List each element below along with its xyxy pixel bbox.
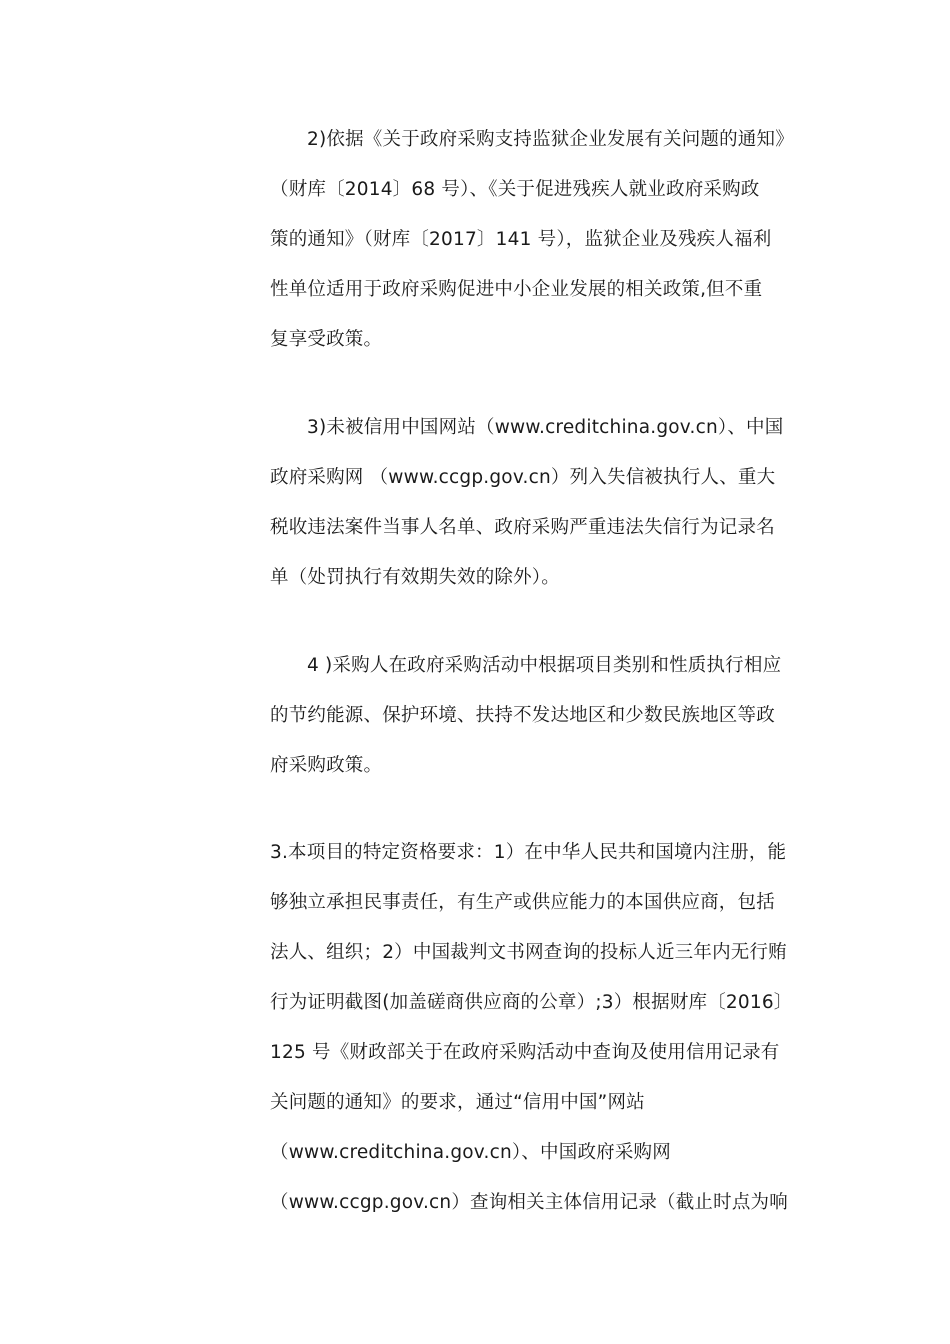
p2-line-4: 性单位适用于政府采购促进中小企业发展的相关政策,但不重 bbox=[270, 279, 763, 300]
p2-line-1: 2)依据《关于政府采购支持监狱企业发展有关问题的通知》 bbox=[307, 129, 794, 150]
p2-line-2: （财库〔2014〕68 号）、《关于促进残疾人就业政府采购政 bbox=[270, 179, 760, 200]
p5-line-4: 行为证明截图(加盖磋商供应商的公章）;3）根据财库〔2016〕 bbox=[270, 992, 793, 1013]
p5-line-5: 125 号《财政部关于在政府采购活动中查询及使用信用记录有 bbox=[270, 1042, 780, 1063]
p5-line-1: 3.本项目的特定资格要求：1）在中华人民共和国境内注册，能 bbox=[270, 842, 787, 863]
p3-line-3: 税收违法案件当事人名单、政府采购严重违法失信行为记录名 bbox=[270, 517, 775, 538]
p4-line-1: 4 )采购人在政府采购活动中根据项目类别和性质执行相应 bbox=[307, 655, 782, 676]
p5-line-7: （www.creditchina.gov.cn）、中国政府采购网 bbox=[270, 1142, 671, 1163]
p5-line-6: 关问题的通知》的要求，通过“信用中国”网站 bbox=[270, 1092, 645, 1113]
p3-line-1: 3)未被信用中国网站（www.creditchina.gov.cn）、中国 bbox=[307, 417, 784, 438]
p4-line-2: 的节约能源、保护环境、扶持不发达地区和少数民族地区等政 bbox=[270, 705, 775, 726]
p2-line-5: 复享受政策。 bbox=[270, 329, 383, 350]
p3-line-2: 政府采购网 （www.ccgp.gov.cn）列入失信被执行人、重大 bbox=[270, 467, 776, 488]
p4-line-3: 府采购政策。 bbox=[270, 755, 383, 776]
p5-line-8: （www.ccgp.gov.cn）查询相关主体信用记录（截止时点为响 bbox=[270, 1192, 788, 1213]
p2-line-3: 策的通知》（财库〔2017〕141 号），监狱企业及残疾人福利 bbox=[270, 229, 772, 250]
p3-line-4: 单（处罚执行有效期失效的除外）。 bbox=[270, 567, 560, 588]
p5-line-2: 够独立承担民事责任，有生产或供应能力的本国供应商，包括 bbox=[270, 892, 775, 913]
p5-line-3: 法人、组织；2）中国裁判文书网查询的投标人近三年内无行贿 bbox=[270, 942, 787, 963]
